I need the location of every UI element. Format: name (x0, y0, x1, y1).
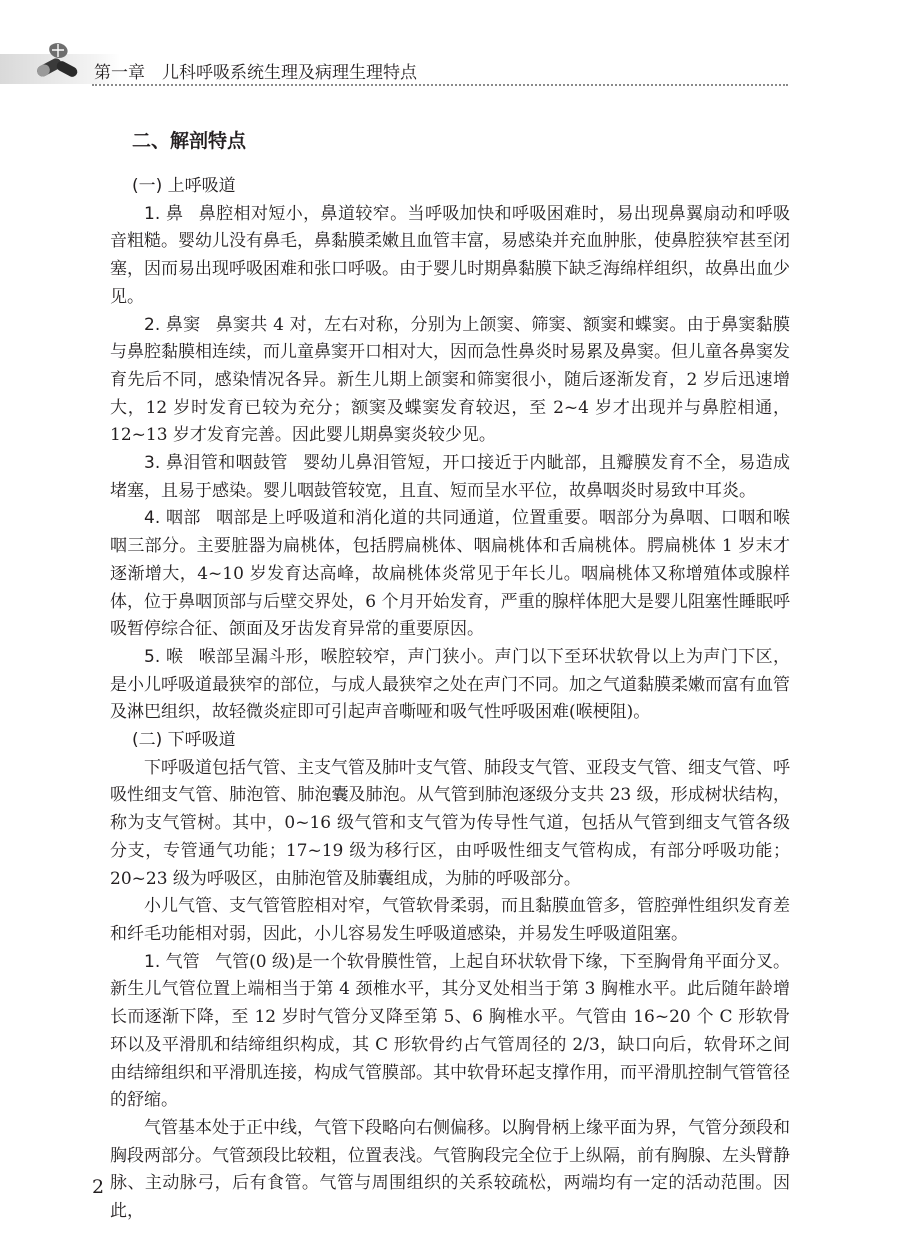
item-lead: 4. 咽部 (144, 508, 201, 529)
paragraph-trachea-position: 气管基本处于正中线，气管下段略向右侧偏移。以胸骨柄上缘平面为界，气管分颈段和胸段两部分。气管颈段比较粗，位置表浅。气管胸段完全位于上纵隔，前有胸腺、左头臂静脉、主动脉弓，后有食管。气管与周围组织的关系较疏松，两端均有一定的活动范围。因此， (110, 1117, 790, 1222)
item-text: 鼻腔相对短小，鼻道较窄。当呼吸加快和呼吸困难时，易出现鼻翼扇动和呼吸音粗糙。婴幼儿没有鼻毛，鼻黏膜柔嫩且血管丰富，易感染并充血肿胀，使鼻腔狭窄甚至闭塞，因而易出现呼吸困难和张口呼吸。由于婴儿时期鼻黏膜下缺乏海绵样组织，故鼻出血少见。 (110, 203, 791, 307)
chapter-title: 第一章 儿科呼吸系统生理及病理生理特点 (94, 63, 417, 83)
capsule-logo-icon (32, 40, 84, 84)
page-body (110, 126, 790, 1226)
item-lead: 1. 鼻 (144, 203, 184, 224)
section-title: 二、解剖特点 (132, 130, 247, 152)
paragraph-sinus (110, 312, 790, 451)
item-text: 咽部是上呼吸道和消化道的共同通道，位置重要。咽部分为鼻咽、口咽和喉咽三部分。主要脏器为扁桃体，包括腭扁桃体、咽扁桃体和舌扁桃体。腭扁桃体 1 岁末才逐渐增大，4~10 岁发育达高峰，故扁桃体炎常见于年长儿。咽扁桃体又称增殖体或腺样体，位于鼻咽顶部与后壁交界处，6 个月开始发育，严重的腺样体肥大是婴儿阻塞性睡眠呼吸暂停综合征、颌面及牙齿发育异常的重要原因。 (110, 508, 791, 640)
paragraph-pharynx (110, 505, 790, 644)
header-divider (92, 84, 788, 86)
item-text: 鼻窦共 4 对，左右对称，分别为上颌窦、筛窦、额窦和蝶窦。由于鼻窦黏膜与鼻腔黏膜相连续，而儿童鼻窦开口相对大，因而急性鼻炎时易累及鼻窦。但儿童各鼻窦发育先后不同，感染情况各异。新生儿期上颌窦和筛窦很小，随后逐渐发育，2 岁后迅速增大，12 岁时发育已较为充分；额窦及蝶窦发育较迟，至 2~4 岁才出现并与鼻腔相通，12~13 岁才发育完善。因此婴儿期鼻窦炎较少见。 (110, 314, 791, 446)
paragraph-nasolacrimal (110, 450, 790, 505)
paragraph-larynx (110, 644, 790, 727)
running-header (0, 40, 900, 90)
page-number: 2 (92, 1176, 105, 1198)
subsection-title-lower: (二) 下呼吸道 (132, 730, 236, 751)
subsection-title-upper: (一) 上呼吸道 (132, 176, 236, 196)
paragraph-nose (110, 201, 790, 312)
item-text: 喉部呈漏斗形，喉腔较窄，声门狭小。声门以下至环状软骨以上为声门下区，是小儿呼吸道最狭窄的部位，与成人最狭窄之处在声门不同。加之气道黏膜柔嫩而富有血管及淋巴组织，故轻微炎症即可引起声音嘶哑和吸气性呼吸困难(喉梗阻)。 (110, 646, 791, 723)
item-text: 气管(0 级)是一个软骨膜性管，上起自环状软骨下缘，下至胸骨角平面分叉。新生儿气管位置上端相当于第 4 颈椎水平，其分叉处相当于第 3 胸椎水平。此后随年龄增长而逐渐下降，至 12 岁时气管分叉降至第 5、6 胸椎水平。气管由 16~20 个 C 形软骨环以及平滑肌和结缔组织构成，其 C 形软骨约占气管周径的 2/3，缺口向后，软骨环之间由结缔组织和平滑肌连接，构成气管膜部。其中软骨环起支撑作用，而平滑肌控制气管管径的舒缩。 (110, 951, 791, 1111)
item-lead: 3. 鼻泪管和咽鼓管 (144, 453, 288, 474)
item-lead: 2. 鼻窦 (144, 314, 201, 335)
paragraph-lower-intro: 下呼吸道包括气管、主支气管及肺叶支气管、肺段支气管、亚段支气管、细支气管、呼吸性细支气管、肺泡管、肺泡囊及肺泡。从气管到肺泡逐级分支共 23 级，形成树状结构，称为支气管树。其中，0~16 级气管和支气管为传导性气道，包括从气管到细支气管各级分支，专管通气功能；17~19 级为移行区，由呼吸性细支气管构成，有部分呼吸功能；20~23 级为呼吸区，由肺泡管及肺囊组成，为肺的呼吸部分。 (110, 757, 790, 889)
item-lead: 5. 喉 (144, 646, 184, 667)
item-lead: 1. 气管 (144, 951, 200, 972)
item-text: 婴幼儿鼻泪管短，开口接近于内眦部，且瓣膜发育不全，易造成堵塞，且易于感染。婴儿咽鼓管较宽，且直、短而呈水平位，故鼻咽炎时易致中耳炎。 (110, 453, 790, 501)
paragraph-trachea (110, 949, 790, 1115)
paragraph-lower-children: 小儿气管、支气管管腔相对窄，气管软骨柔弱，而且黏膜血管多，管腔弹性组织发育差和纤毛功能相对弱，因此，小儿容易发生呼吸道感染，并易发生呼吸道阻塞。 (110, 896, 790, 944)
